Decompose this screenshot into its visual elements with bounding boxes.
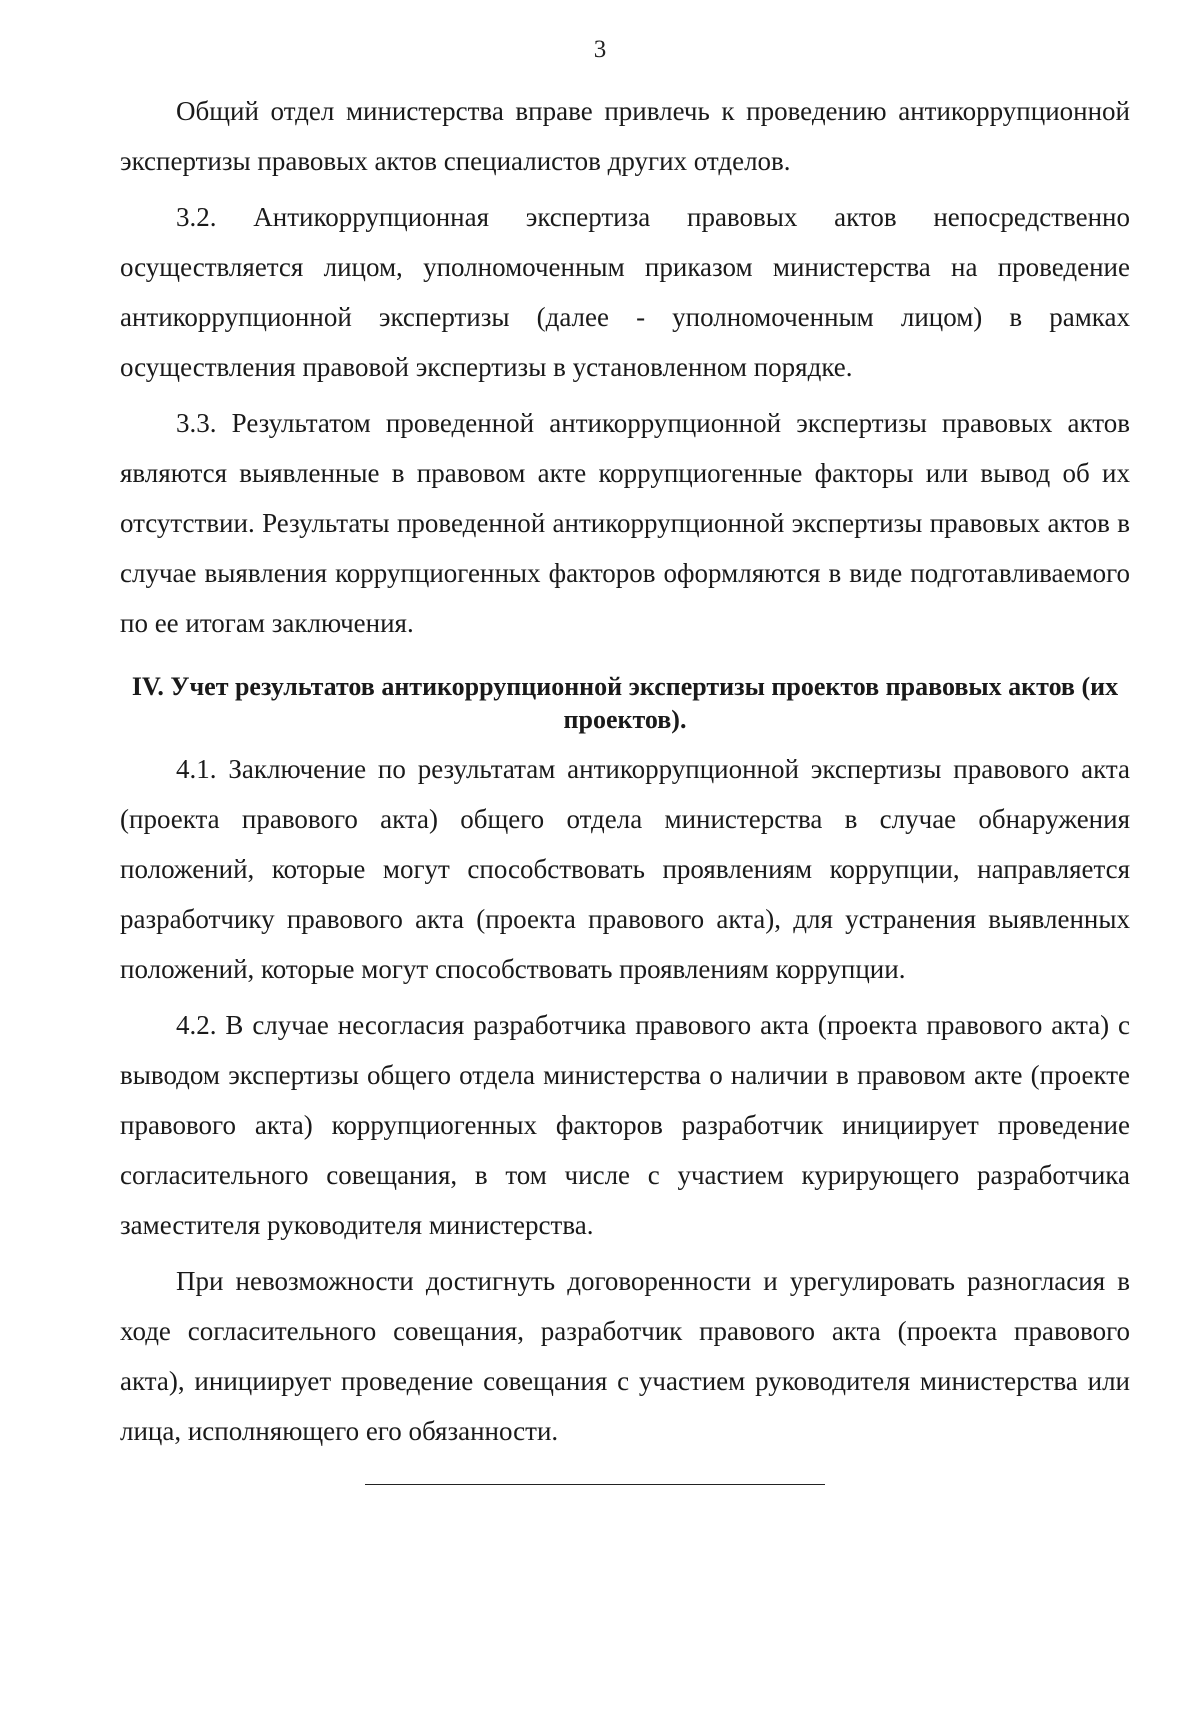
paragraph-general-department: Общий отдел министерства вправе привлечь к проведению антикоррупционной экспертизы правовых актов специалистов других отделов.	[120, 96, 1130, 176]
end-separator-line	[365, 1484, 825, 1485]
paragraph-4-2: 4.2. В случае несогласия разработчика правового акта (проекта правового акта) с выводом экспертизы общего отдела министерства о наличии в правовом акте (проекте правового акта) коррупциогенных факторов разработчик инициирует проведение согласительного совещания, в том числе с участием курирующего разработчика заместителя руководителя министерства.	[120, 1010, 1130, 1240]
page-number: 3	[593, 36, 607, 63]
paragraph-4-1: 4.1. Заключение по результатам антикоррупционной экспертизы правового акта (проекта правового акта) общего отдела министерства в случае обнаружения положений, которые могут способствовать проявлениям коррупции, направляется разработчику правового акта (проекта правового акта), для устранения выявленных положений, которые могут способствовать проявлениям коррупции.	[120, 754, 1130, 984]
paragraph-disagreement: При невозможности достигнуть договоренности и урегулировать разногласия в ходе согласительного совещания, разработчик правового акта (проекта правового акта), инициирует проведение совещания с участием руководителя министерства или лица, исполняющего его обязанности.	[120, 1266, 1130, 1446]
paragraph-3-2: 3.2. Антикоррупционная экспертиза правовых актов непосредственно осуществляется лицом, уполномоченным приказом министерства на проведение антикоррупционной экспертизы (далее - уполномоченным лицом) в рамках осуществления правовой экспертизы в установленном порядке.	[120, 202, 1130, 382]
section-title-iv: IV. Учет результатов антикоррупционной экспертизы проектов правовых актов (их проектов).	[131, 672, 1119, 734]
document-body	[120, 86, 1130, 1456]
paragraph-3-3: 3.3. Результатом проведенной антикоррупционной экспертизы правовых актов являются выявленные в правовом акте коррупциогенные факторы или вывод об их отсутствии. Результаты проведенной антикоррупционной экспертизы правовых актов в случае выявления коррупциогенных факторов оформляются в виде подготавливаемого по ее итогам заключения.	[120, 408, 1130, 638]
